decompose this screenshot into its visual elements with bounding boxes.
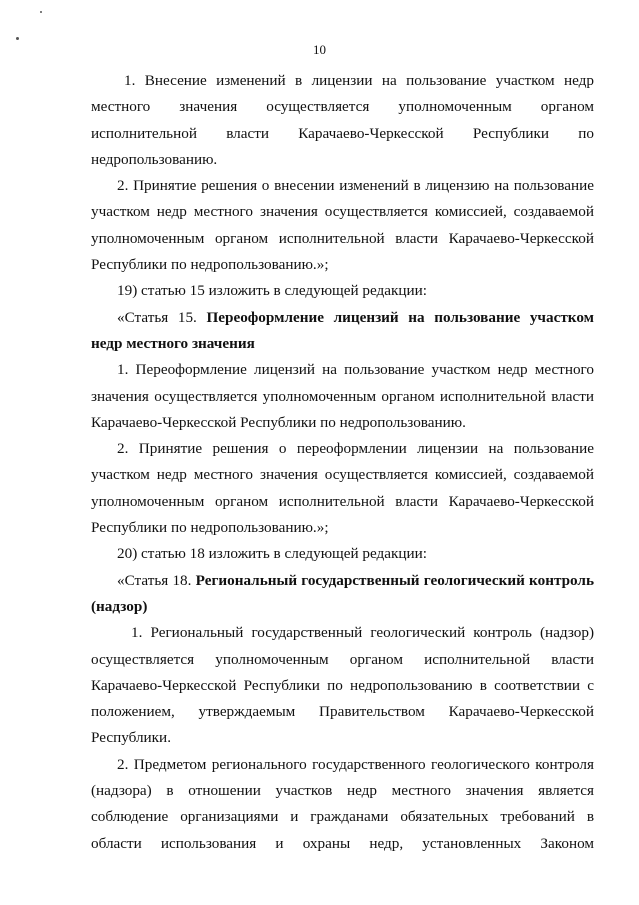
article-15-prefix: «Статья 15. <box>117 308 207 326</box>
paragraph-reissue-decision: 2. Принятие решения о переоформлении лицензии на пользование участком недр местного значения осуществляется комиссией, создаваемой уполномоченным органом исполнительной власти Карачаево-Черкесской Республики по недропользованию.»; <box>91 440 594 537</box>
article-18-heading-line <box>91 568 594 621</box>
document-body <box>91 68 594 857</box>
page-number: 10 <box>313 42 326 57</box>
paragraph-reissue-issuer: 1. Переоформление лицензий на пользование участком недр местного значения осуществляется уполномоченным органом исполнительной власти Карачаево-Черкесской Республики по недропользованию. <box>91 361 594 431</box>
scan-speck <box>40 11 42 13</box>
paragraph-amendment-issuer: 1. Внесение изменений в лицензии на пользование участком недр местного значения осуществляется уполномоченным органом исполнительной власти Карачаево-Черкесской Республики по недропользованию. <box>91 72 594 168</box>
article-15-heading <box>91 305 594 358</box>
article-18-prefix: «Статья 18. <box>117 571 196 589</box>
article-18-title: Региональный государственный геологический контроль (надзор) <box>91 571 594 615</box>
paragraph-item-20: 20) статью 18 изложить в следующей редакции: <box>117 545 427 563</box>
scan-speck <box>16 37 19 40</box>
paragraph-geological-control: 1. Региональный государственный геологический контроль (надзор) осуществляется уполномоченным органом исполнительной власти Карачаево-Черкесской Республики по недропользованию в соответствии с положением, утверждаемым Правительством Карачаево-Черкесской Республики. <box>91 624 594 747</box>
paragraph-control-subject: 2. Предметом регионального государственного геологического контроля (надзора) в отношении участков недр местного значения является соблюдение организациями и гражданами обязательных требований в области использования и охраны недр, установленных Законом <box>91 755 594 852</box>
paragraph-item-19: 19) статью 15 изложить в следующей редакции: <box>117 282 427 300</box>
paragraph-amendment-decision: 2. Принятие решения о внесении изменений в лицензию на пользование участком недр местного значения осуществляется комиссией, создаваемой уполномоченным органом исполнительной власти Карачаево-Черкесской Республики по недропользованию.»; <box>91 177 594 274</box>
article-15-title: Переоформление лицензий на пользование участком недр местного значения <box>91 308 594 352</box>
